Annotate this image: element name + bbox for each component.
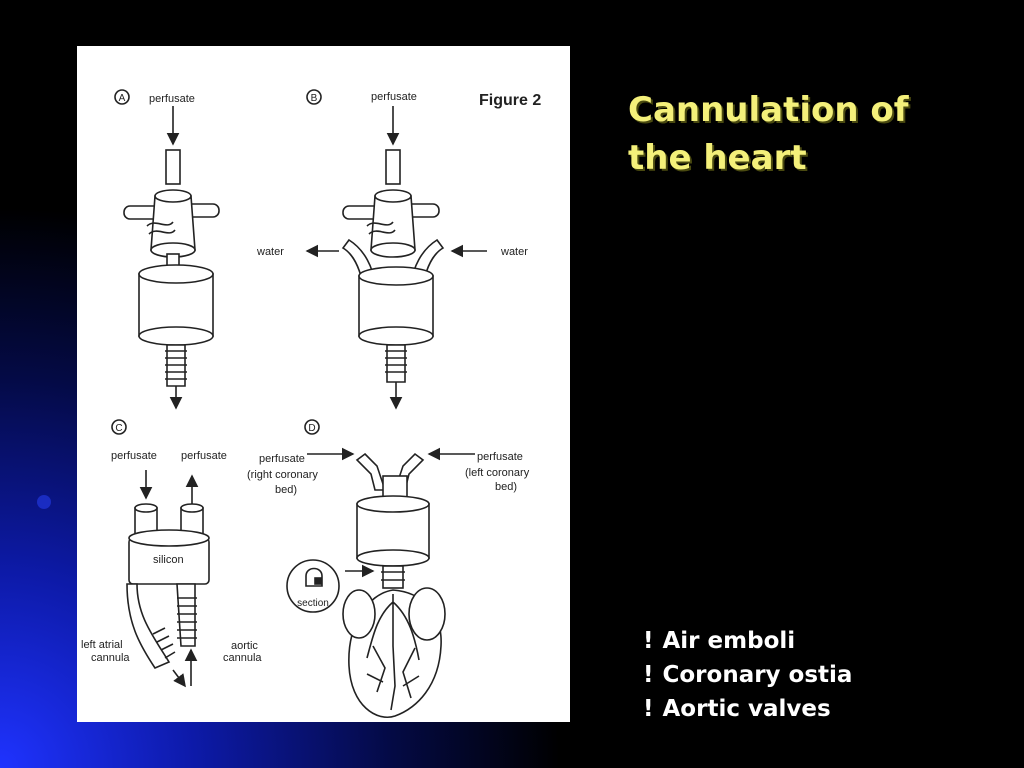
water-right-label: water xyxy=(501,246,528,258)
panel-a-perfusate-label: perfusate xyxy=(149,93,195,105)
bullet-text: Air emboli xyxy=(662,628,796,654)
bullet-item xyxy=(643,658,852,692)
left-atrial-label-2: cannula xyxy=(91,652,130,664)
silicon-label: silicon xyxy=(153,554,184,566)
panel-b-perfusate-label: perfusate xyxy=(371,91,417,103)
aortic-label-1: aortic xyxy=(231,640,258,652)
left-atrial-label-1: left atrial xyxy=(81,639,123,651)
panel-d-left-label-3: bed) xyxy=(275,484,298,496)
bullet-marker: ! xyxy=(643,628,654,654)
left-atrial-cannula xyxy=(127,584,169,668)
panel-d-letter: D xyxy=(308,423,316,434)
bullet-marker: ! xyxy=(643,662,654,688)
panel-a xyxy=(115,90,219,408)
panel-a-letter: A xyxy=(118,93,126,104)
water-left-label: water xyxy=(257,246,284,258)
cannulation-diagram xyxy=(77,46,570,722)
panel-d-right-label-3: bed) xyxy=(495,481,518,493)
panel-b-letter: B xyxy=(310,93,318,104)
bullet-text: Aortic valves xyxy=(662,696,831,722)
atrium-left xyxy=(343,590,375,638)
bullet-item xyxy=(643,624,852,658)
panel-b xyxy=(307,90,487,408)
bullet-item xyxy=(643,692,852,726)
bullet-list xyxy=(643,624,852,726)
panel-d xyxy=(287,420,475,717)
inlet-tube xyxy=(166,150,180,184)
figure-caption: Figure 2 xyxy=(479,92,542,109)
atrium-right xyxy=(409,588,445,640)
section-label: section xyxy=(297,598,329,609)
figure-panel xyxy=(77,46,570,722)
panel-c-perfusate-right-label: perfusate xyxy=(181,450,227,462)
slide-title xyxy=(628,86,988,182)
title-line-2: the heart xyxy=(628,138,807,178)
aortic-cannula xyxy=(177,584,195,646)
panel-d-right-label-1: perfusate xyxy=(477,451,523,463)
panel-c-perfusate-left-label: perfusate xyxy=(111,450,157,462)
bullet-text: Coronary ostia xyxy=(662,662,853,688)
panel-d-left-label-2: (right coronary xyxy=(247,469,318,481)
bullet-marker: ! xyxy=(643,696,654,722)
panel-c-letter: C xyxy=(115,423,123,434)
panel-d-left-label-1: perfusate xyxy=(259,453,305,465)
title-line-1: Cannulation of xyxy=(628,90,909,130)
aortic-label-2: cannula xyxy=(223,652,262,664)
panel-d-right-label-2: (left coronary xyxy=(465,467,530,479)
